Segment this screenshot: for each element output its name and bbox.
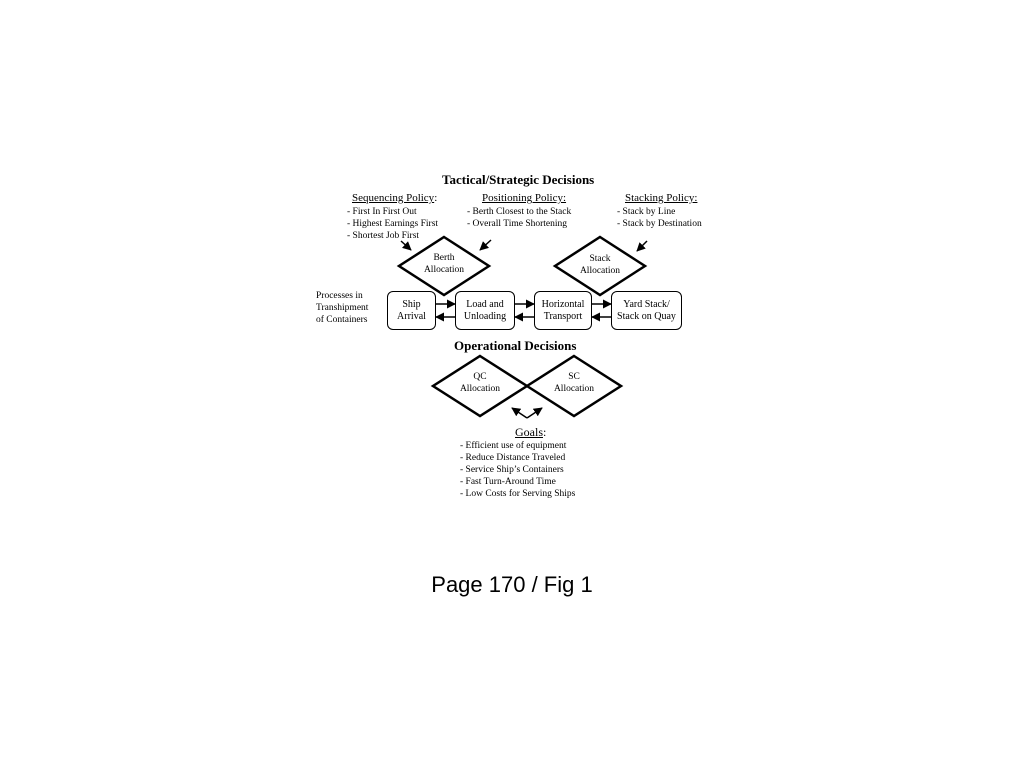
berth-line-2: Allocation <box>423 265 465 275</box>
positioning-item: - Overall Time Shortening <box>467 219 568 229</box>
process-line: Transport <box>543 310 583 322</box>
process-box-ship-arrival <box>387 291 436 330</box>
berth-allocation-label <box>404 252 484 276</box>
goals-heading-colon: : <box>543 425 547 439</box>
goal-item: - Low Costs for Serving Ships <box>460 489 576 499</box>
positioning-policy-heading: Positioning Policy: <box>482 192 567 204</box>
sequencing-item: - First In First Out <box>347 207 417 217</box>
goals-heading <box>515 426 546 438</box>
sequencing-policy-heading <box>352 192 437 204</box>
goal-item: - Service Ship’s Containers <box>460 465 564 475</box>
process-line: Arrival <box>397 310 426 322</box>
positioning-policy-arrow <box>480 240 491 250</box>
process-box-yard-stack <box>611 291 682 330</box>
berth-line-1: Berth <box>433 253 455 263</box>
goals-heading-text: Goals <box>515 425 543 439</box>
process-line: Unloading <box>463 310 507 322</box>
process-label <box>316 290 368 326</box>
process-line: Ship <box>402 298 421 310</box>
process-line: Yard Stack/ <box>623 298 670 310</box>
sequencing-item: - Shortest Job First <box>347 231 420 241</box>
sequencing-policy-heading-text: Sequencing Policy <box>352 192 435 204</box>
stack-line-2: Allocation <box>579 266 621 276</box>
sc-line-1: SC <box>568 372 580 382</box>
process-label-line: Processes in <box>316 291 363 301</box>
sc-line-2: Allocation <box>553 384 595 394</box>
stacking-policy-arrow <box>637 241 647 251</box>
goal-item: - Efficient use of equipment <box>460 441 567 451</box>
positioning-item: - Berth Closest to the Stack <box>467 207 572 217</box>
sc-allocation-label <box>534 371 614 395</box>
stacking-item: - Stack by Line <box>617 207 676 217</box>
sequencing-policy-arrow <box>401 241 411 250</box>
process-label-line: of Containers <box>316 315 368 325</box>
stacking-policy-heading: Stacking Policy: <box>625 192 698 204</box>
qc-line-1: QC <box>473 372 487 382</box>
goal-item: - Reduce Distance Traveled <box>460 453 566 463</box>
stack-allocation-label <box>560 253 640 277</box>
process-label-line: Transhipment <box>316 303 369 313</box>
process-box-load-unloading <box>455 291 515 330</box>
process-line: Load and <box>466 298 504 310</box>
goals-arrow-to-sc <box>527 408 542 418</box>
sequencing-policy-colon: : <box>434 192 438 204</box>
sequencing-item: - Highest Earnings First <box>347 219 439 229</box>
stack-line-1: Stack <box>589 254 611 264</box>
goals-arrow-to-qc <box>512 408 527 418</box>
process-line: Horizontal <box>541 298 585 310</box>
stacking-item: - Stack by Destination <box>617 219 702 229</box>
qc-allocation-label <box>440 371 520 395</box>
qc-line-2: Allocation <box>459 384 501 394</box>
process-line: Stack on Quay <box>617 310 676 322</box>
page-caption: Page 170 / Fig 1 <box>431 572 593 597</box>
tactical-strategic-title: Tactical/Strategic Decisions <box>442 172 595 187</box>
goal-item: - Fast Turn-Around Time <box>460 477 556 487</box>
operational-decisions-title: Operational Decisions <box>454 338 577 353</box>
process-box-horizontal-transport <box>534 291 592 330</box>
